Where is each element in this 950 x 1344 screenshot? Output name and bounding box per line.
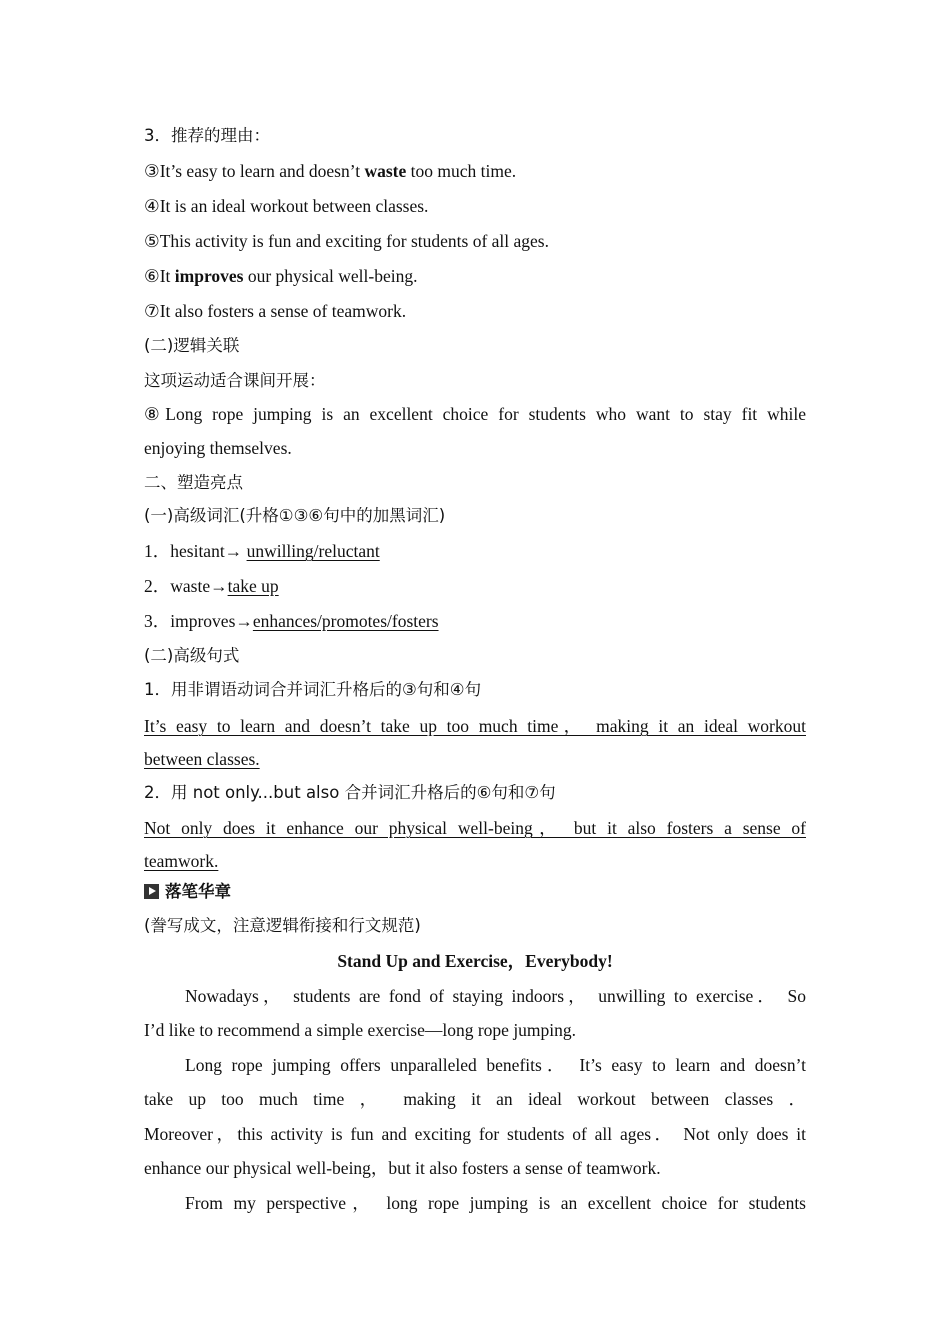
sentence-8-line1: ⑧Long rope jumping is an excellent choice for students who want to stay fit while bbox=[144, 404, 806, 424]
logic-subheading: 这项运动适合课间开展： bbox=[144, 371, 326, 390]
vocab-item-1 bbox=[144, 541, 806, 561]
writing-instruction: (誊写成文，注意逻辑衔接和行文规范) bbox=[144, 916, 421, 935]
vocab-label: 3．improves→ bbox=[144, 611, 253, 631]
highlights-heading: 二、塑造亮点 bbox=[144, 473, 243, 492]
sentence-3 bbox=[144, 161, 806, 181]
vocab-answer: unwilling/reluctant bbox=[246, 541, 380, 561]
logic-heading: (二)逻辑关联 bbox=[144, 336, 240, 355]
sentence-6 bbox=[144, 266, 806, 286]
sentence-6-bold: improves bbox=[174, 266, 244, 286]
answer-2-line1: Not only does it enhance our physical well-being， but it also fosters a sense of bbox=[144, 818, 806, 838]
sentence-pattern-heading: (二)高级句式 bbox=[144, 646, 240, 665]
vocab-item-3 bbox=[144, 611, 806, 631]
essay-p1-line1: Nowadays， students are fond of staying indoors， unwilling to exercise． So bbox=[185, 986, 806, 1006]
sentence-3-post: too much time. bbox=[406, 161, 517, 181]
sentence-6-pre: ⑥It bbox=[144, 266, 175, 286]
essay-p2-line2: take up too much time ， making it an ideal workout between classes ． bbox=[144, 1089, 806, 1109]
essay-p3-line1: From my perspective， long rope jumping is an excellent choice for students bbox=[185, 1193, 806, 1213]
essay-p2-line1: Long rope jumping offers unparalleled benefits． It’s easy to learn and doesn’t bbox=[185, 1055, 806, 1075]
essay-p1-line2: I’d like to recommend a simple exercise—long rope jumping. bbox=[144, 1020, 577, 1040]
question-1: 1．用非谓语动词合并词汇升格后的③句和④句 bbox=[144, 680, 482, 699]
essay-p2-line3: Moreover，this activity is fun and exciting for students of all ages． Not only does it bbox=[144, 1124, 806, 1144]
sentence-5: ⑤This activity is fun and exciting for students of all ages. bbox=[144, 231, 549, 251]
vocab-answer: take up bbox=[227, 576, 279, 596]
sentence-3-bold: waste bbox=[364, 161, 407, 181]
sentence-7: ⑦It also fosters a sense of teamwork. bbox=[144, 301, 407, 321]
vocab-label: 1．hesitant→ bbox=[144, 541, 247, 561]
vocab-answer: enhances/promotes/fosters bbox=[252, 611, 439, 631]
writing-heading bbox=[144, 882, 806, 902]
sentence-3-pre: ③It’s easy to learn and doesn’t bbox=[144, 161, 365, 181]
essay-p2-line4: enhance our physical well-being，but it also fosters a sense of teamwork. bbox=[144, 1158, 661, 1178]
vocab-heading: (一)高级词汇(升格①③⑥句中的加黑词汇) bbox=[144, 506, 446, 525]
vocab-label: 2．waste→ bbox=[144, 576, 228, 596]
answer-1-line1: It’s easy to learn and doesn’t take up too much time， making it an ideal workout bbox=[144, 716, 806, 736]
question-2: 2．用 not only...but also 合并词汇升格后的⑥句和⑦句 bbox=[144, 783, 556, 802]
essay-title: Stand Up and Exercise，Everybody! bbox=[337, 951, 613, 971]
play-icon bbox=[144, 884, 159, 899]
answer-2-line2-text: teamwork. bbox=[144, 851, 219, 871]
sentence-6-post: our physical well-being. bbox=[243, 266, 418, 286]
sentence-8-line2: enjoying themselves. bbox=[144, 438, 292, 458]
answer-1-line2-text: between classes. bbox=[144, 749, 260, 769]
vocab-item-2 bbox=[144, 576, 806, 596]
sentence-4: ④It is an ideal workout between classes. bbox=[144, 196, 429, 216]
reasons-heading: 3．推荐的理由： bbox=[144, 126, 270, 145]
writing-heading-text: 落笔华章 bbox=[165, 882, 231, 901]
answer-1-line2 bbox=[144, 749, 806, 769]
answer-2-line2 bbox=[144, 851, 806, 871]
